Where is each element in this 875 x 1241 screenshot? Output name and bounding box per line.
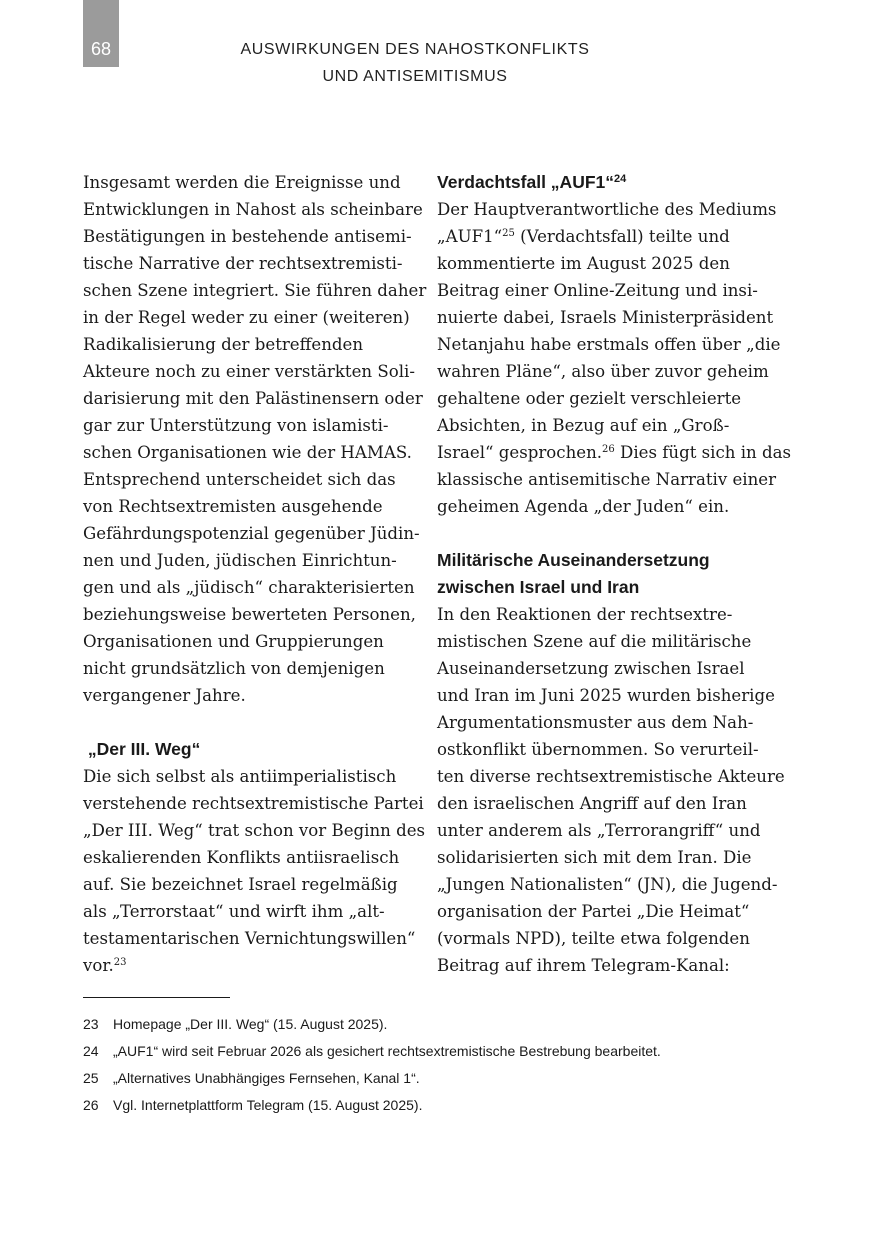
text-line [437,439,792,466]
text-line: in der Regel weder zu einer (weiteren) [83,308,410,327]
text-line: Bestätigungen in bestehende antisemi- [83,227,412,246]
footnote-number: 24 [83,1042,99,1059]
text-line: Entwicklungen in Nahost als scheinbare [83,200,423,219]
body-paragraph [83,169,427,709]
text-line: Insgesamt werden die Ereignisse und [83,173,401,192]
text-line: Auseinandersetzung zwischen Israel [437,659,745,678]
text-line: Akteure noch zu einer verstärkten Soli- [83,362,415,381]
text-line: Netanjahu habe erstmals offen über „die [437,335,781,354]
text-line: Gefährdungspotenzial gegenüber Jüdin- [83,524,420,543]
text-line: Entsprechend unterscheidet sich das [83,470,396,489]
text-line: nuierte dabei, Israels Ministerpräsident [437,308,774,327]
footnote-number: 23 [83,1015,99,1032]
footnote-ref-24[interactable]: 24 [614,173,627,185]
text-line: als „Terrorstaat“ und wirft ihm „alt- [83,902,385,921]
text-line: ten diverse rechtsextremistische Akteure [437,767,785,786]
text-line: testamentarischen Vernichtungswillen“ [83,929,416,948]
text-line: (vormals NPD), teilte etwa folgenden [437,929,750,948]
running-head [230,36,600,90]
body-paragraph [437,601,785,979]
text-line: schen Organisationen wie der HAMAS. [83,443,412,462]
text-line: Organisationen und Gruppierungen [83,632,384,651]
footnotes [83,1010,783,1118]
paragraph-gap [83,709,408,736]
text-line: „Jungen Nationalisten“ (JN), die Jugend- [437,875,778,894]
text-line: Absichten, in Bezug auf ein „Groß- [437,416,730,435]
footnote-number: 25 [83,1069,99,1086]
footnote-25 [83,1064,783,1091]
text-line: klassische antisemitische Narrativ einer [437,470,777,489]
text-line [437,223,762,250]
footnote-ref-25[interactable]: 25 [502,228,515,239]
page-number: 68 [83,0,119,67]
text-line: Beitrag einer Online-Zeitung und insi- [437,281,758,300]
footnote-text: „Alternatives Unabhängiges Fernsehen, Kanal 1“. [113,1069,420,1086]
footnote-text: Homepage „Der III. Weg“ (15. August 2025). [113,1015,388,1032]
text-line: verstehende rechtsextremistische Partei [83,794,424,813]
body-paragraph [437,196,792,520]
text-fragment: Dies fügt sich in das [614,443,792,462]
text-line [83,952,408,979]
footnote-24 [83,1037,783,1064]
text-line: darisierung mit den Palästinensern oder [83,389,423,408]
heading-text: Verdachtsfall „AUF1“ [437,172,614,192]
text-line: nicht grundsätzlich von demjenigen [83,659,385,678]
text-line: auf. Sie bezeichnet Israel regelmäßig [83,875,398,894]
text-fragment: Israel“ gesprochen. [437,443,603,462]
text-line: wahren Pläne“, also über zuvor geheim [437,362,769,381]
section-heading-military-conflict: Militärische Auseinandersetzung [437,550,710,570]
left-column [83,169,427,979]
text-line: geheimen Agenda „der Juden“ ein. [437,497,730,516]
text-line: gehaltene oder gezielt verschleierte [437,389,742,408]
text-line: gen und als „jüdisch“ charakterisierten [83,578,415,597]
text-line: den israelischen Angriff auf den Iran [437,794,747,813]
footnote-23 [83,1010,783,1037]
text-line: Der Hauptverantwortliche des Mediums [437,200,777,219]
text-line: nen und Juden, jüdischen Einrichtun- [83,551,397,570]
body-paragraph [83,763,426,979]
text-line: solidarisierten sich mit dem Iran. Die [437,848,752,867]
running-head-line: AUSWIRKUNGEN DES NAHOSTKONFLIKTS [240,41,590,58]
text-line: eskalierenden Konflikts antiisraelisch [83,848,400,867]
text-fragment: vor. [83,956,114,975]
text-line: ostkonflikt übernommen. So verurteil- [437,740,759,759]
text-line: von Rechtsextremisten ausgehende [83,497,383,516]
text-line: tische Narrative der rechtsextremisti- [83,254,403,273]
text-line: Beitrag auf ihrem Telegram-Kanal: [437,956,730,975]
section-heading-der-iii-weg: „Der III. Weg“ [83,739,201,759]
text-fragment: „AUF1“ [437,227,503,246]
footnote-text: „AUF1“ wird seit Februar 2026 als gesichert rechtsextremistische Bestrebung bearbeitet. [113,1042,661,1059]
footnote-ref-26[interactable]: 26 [602,444,615,455]
text-line: kommentierte im August 2025 den [437,254,730,273]
footnote-26 [83,1091,783,1118]
text-fragment: (Verdachtsfall) teilte und [514,227,730,246]
running-head-line: UND ANTISEMITISMUS [322,68,508,85]
right-column [437,169,792,979]
text-line: schen Szene integriert. Sie führen daher [83,281,427,300]
text-line: vergangener Jahre. [83,686,246,705]
footnote-ref-23[interactable]: 23 [113,957,127,968]
text-line: Argumentationsmuster aus dem Nah- [437,713,754,732]
footnote-divider [83,997,230,998]
paragraph-gap [437,520,762,547]
text-line: organisation der Partei „Die Heimat“ [437,902,750,921]
text-line: „Der III. Weg“ trat schon vor Beginn des [83,821,426,840]
text-line: und Iran im Juni 2025 wurden bisherige [437,686,775,705]
footnote-text: Vgl. Internetplattform Telegram (15. August 2025). [113,1096,423,1113]
footnote-number: 26 [83,1096,99,1113]
section-heading-military-conflict: zwischen Israel und Iran [437,577,640,597]
text-line: unter anderem als „Terrorangriff“ und [437,821,761,840]
text-line: beziehungsweise bewerteten Personen, [83,605,416,624]
text-line: In den Reaktionen der rechtsextre- [437,605,733,624]
text-line: Die sich selbst als antiimperialistisch [83,767,397,786]
section-heading-auf1 [437,169,762,196]
text-line: Radikalisierung der betreffenden [83,335,364,354]
text-line: gar zur Unterstützung von islamisti- [83,416,389,435]
text-line: mistischen Szene auf die militärische [437,632,752,651]
